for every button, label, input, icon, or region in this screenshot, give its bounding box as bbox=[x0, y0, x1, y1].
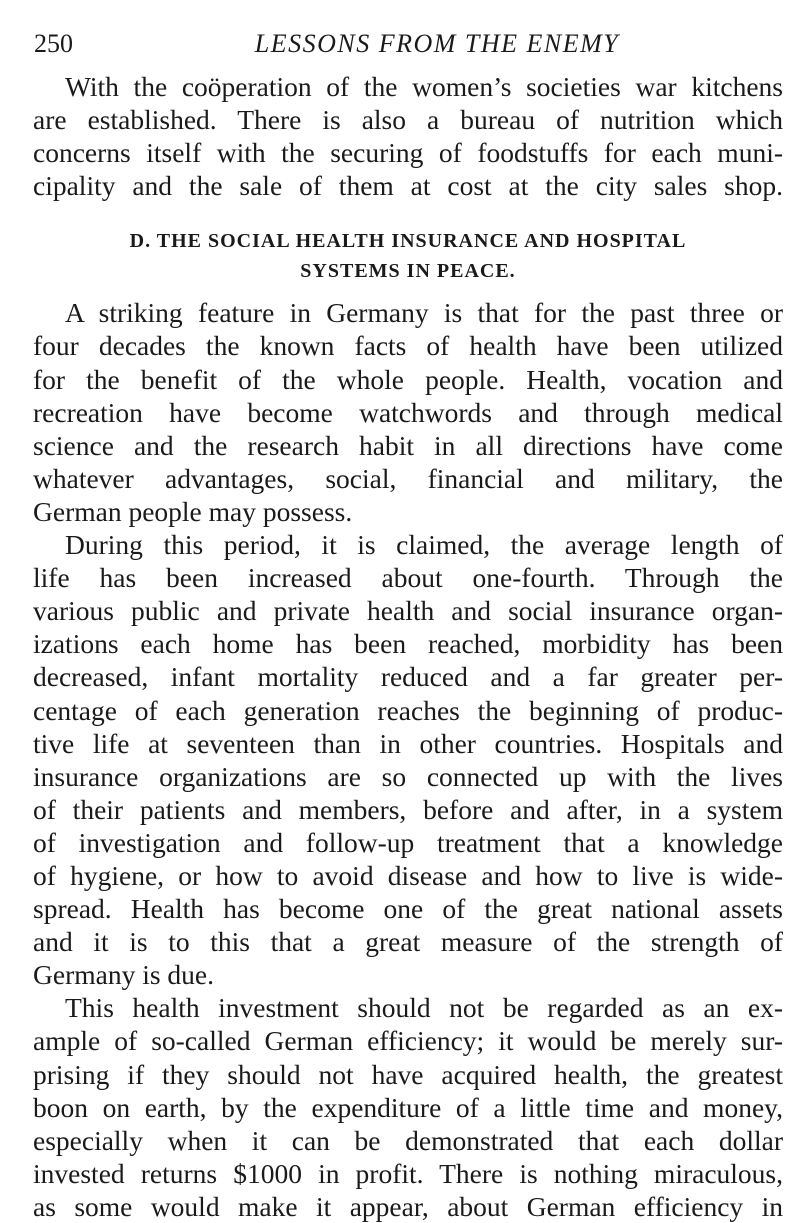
paragraph-line: tive life at seventeen than in other countries. Hospitals and bbox=[33, 727, 783, 759]
section-heading-line: SYSTEMS IN PEACE. bbox=[300, 260, 516, 283]
paragraph-2 bbox=[33, 296, 783, 528]
running-title: LESSONS FROM THE ENEMY bbox=[254, 29, 620, 58]
paragraph-line: decreased, infant mortality reduced and a far greater per- bbox=[33, 661, 783, 693]
paragraph-line: insurance organizations are so connected up with the lives bbox=[33, 760, 783, 792]
paragraph-line: invested returns $1000 in profit. There is nothing miraculous, bbox=[33, 1157, 783, 1189]
paragraph-line: izations each home has been reached, morbidity has been bbox=[33, 628, 783, 660]
paragraph-line: are established. There is also a bureau of nutrition which bbox=[33, 104, 783, 136]
running-head bbox=[34, 27, 770, 61]
paragraph-4 bbox=[33, 991, 783, 1223]
paragraph-1 bbox=[33, 70, 783, 202]
paragraph-line: and it is to this that a great measure of the strength of bbox=[33, 926, 783, 958]
paragraph-line: concerns itself with the securing of foodstuffs for each muni- bbox=[33, 137, 783, 169]
paragraph-line: life has been increased about one-fourth. Through the bbox=[33, 562, 783, 594]
paragraph-line: recreation have become watchwords and through medical bbox=[33, 396, 783, 428]
paragraph-line: ample of so-called German efficiency; it would be merely sur- bbox=[33, 1025, 783, 1057]
paragraph-line: of investigation and follow-up treatment that a knowledge bbox=[33, 826, 783, 858]
paragraph-line: boon on earth, by the expenditure of a little time and money, bbox=[33, 1091, 783, 1123]
paragraph-line: four decades the known facts of health have been utilized bbox=[33, 330, 783, 362]
paragraph-line: During this period, it is claimed, the average length of bbox=[65, 529, 783, 561]
section-heading-line: D. THE SOCIAL HEALTH INSURANCE AND HOSPITAL bbox=[129, 230, 687, 253]
section-heading bbox=[33, 226, 783, 286]
paragraph-line: whatever advantages, social, financial and military, the bbox=[33, 462, 783, 494]
paragraph-line: especially when it can be demonstrated that each dollar bbox=[33, 1124, 783, 1156]
paragraph-line: Germany is due. bbox=[33, 959, 214, 991]
paragraph-line: spread. Health has become one of the great national assets bbox=[33, 893, 783, 925]
paragraph-line: A striking feature in Germany is that for the past three or bbox=[65, 297, 783, 329]
paragraph-line: centage of each generation reaches the beginning of produc- bbox=[33, 694, 783, 726]
paragraph-line: for the benefit of the whole people. Health, vocation and bbox=[33, 363, 783, 395]
paragraph-3 bbox=[33, 528, 783, 991]
paragraph-line: of hygiene, or how to avoid disease and how to live is wide- bbox=[33, 859, 783, 891]
paragraph-line: German people may possess. bbox=[33, 495, 353, 527]
paragraph-line: various public and private health and social insurance organ- bbox=[33, 595, 783, 627]
paragraph-line: as some would make it appear, about German efficiency in bbox=[33, 1190, 783, 1222]
paragraph-line: science and the research habit in all directions have come bbox=[33, 429, 783, 461]
page-number: 250 bbox=[34, 29, 73, 58]
paragraph-line: With the coöperation of the women’s societies war kitchens bbox=[65, 71, 783, 102]
paragraph-line: cipality and the sale of them at cost at the city sales shop. bbox=[33, 170, 783, 202]
paragraph-line: prising if they should not have acquired health, the greatest bbox=[33, 1058, 783, 1090]
paragraph-line: of their patients and members, before and after, in a system bbox=[33, 793, 783, 825]
paragraph-line: This health investment should not be regarded as an ex- bbox=[65, 992, 783, 1024]
body-text bbox=[33, 70, 783, 1223]
